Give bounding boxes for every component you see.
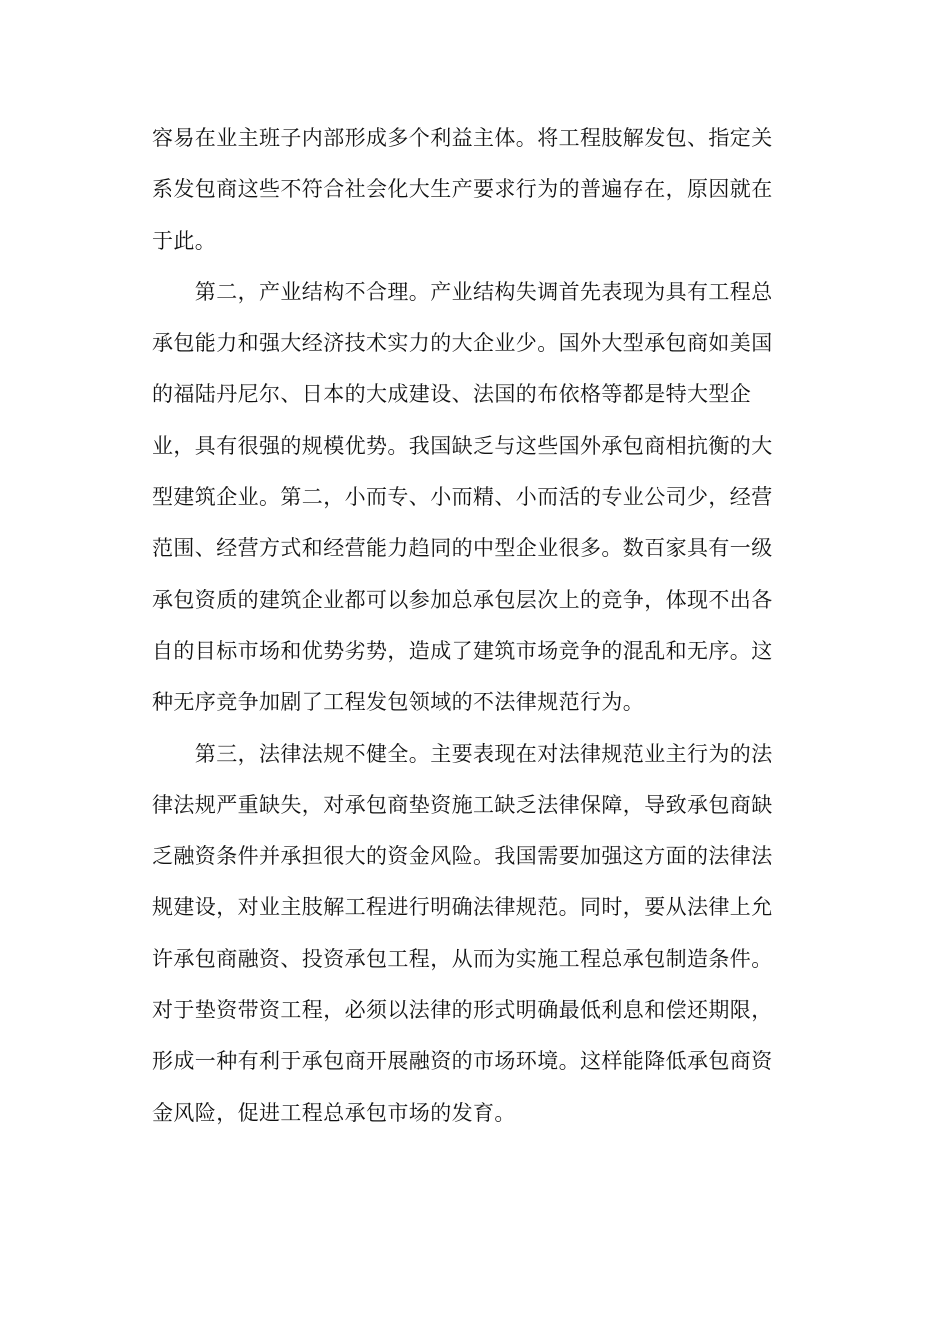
- text-line: 于此。: [152, 228, 217, 253]
- body-text: [152, 113, 802, 1139]
- text-line: 的福陆丹尼尔、日本的大成建设、法国的布依格等都是特大型企: [152, 382, 752, 407]
- text-line: 系发包商这些不符合社会化大生产要求行为的普遍存在，原因就在: [152, 177, 773, 202]
- text-line: 第三，法律法规不健全。主要表现在对法律规范业主行为的法: [152, 741, 773, 766]
- text-line: 型建筑企业。第二，小而专、小而精、小而活的专业公司少，经营: [152, 485, 773, 510]
- text-line: 自的目标市场和优势劣势，造成了建筑市场竞争的混乱和无序。这: [152, 638, 773, 663]
- text-line: 种无序竞争加剧了工程发包领域的不法律规范行为。: [152, 690, 645, 715]
- text-line: 乏融资条件并承担很大的资金风险。我国需要加强这方面的法律法: [152, 844, 773, 869]
- text-line: 规建设，对业主肢解工程进行明确法律规范。同时，要从法律上允: [152, 895, 773, 920]
- text-line: 承包能力和强大经济技术实力的大企业少。国外大型承包商如美国: [152, 331, 773, 356]
- text-line: 容易在业主班子内部形成多个利益主体。将工程肢解发包、指定关: [152, 126, 773, 150]
- text-line: 金风险，促进工程总承包市场的发育。: [152, 1100, 516, 1125]
- text-line: 对于垫资带资工程，必须以法律的形式明确最低利息和偿还期限，: [152, 998, 773, 1023]
- text-line: 律法规严重缺失，对承包商垫资施工缺乏法律保障，导致承包商缺: [152, 792, 773, 817]
- text-line: 承包资质的建筑企业都可以参加总承包层次上的竞争，体现不出各: [152, 587, 773, 612]
- text-line: 业，具有很强的规模优势。我国缺乏与这些国外承包商相抗衡的大: [152, 433, 773, 458]
- text-line: 形成一种有利于承包商开展融资的市场环境。这样能降低承包商资: [152, 1049, 773, 1074]
- text-line: 范围、经营方式和经营能力趋同的中型企业很多。数百家具有一级: [152, 536, 773, 561]
- text-line: 第二，产业结构不合理。产业结构失调首先表现为具有工程总: [152, 279, 773, 304]
- text-line: 许承包商融资、投资承包工程，从而为实施工程总承包制造条件。: [152, 946, 773, 971]
